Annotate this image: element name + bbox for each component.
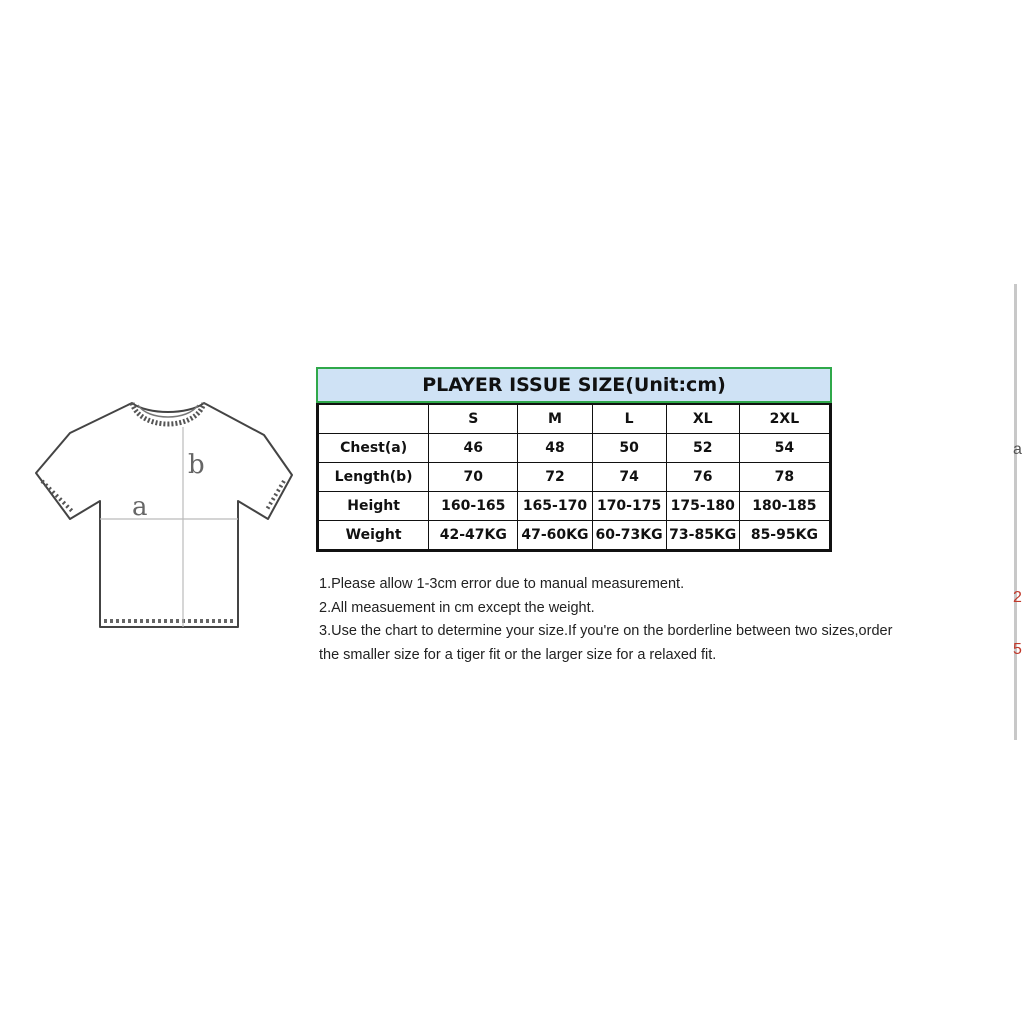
size-cell: 47-60KG (518, 521, 592, 550)
right-edge-strip (1014, 284, 1024, 740)
size-cell: 78 (739, 463, 829, 492)
size-notes (319, 573, 979, 667)
tshirt-diagram (28, 395, 296, 635)
size-cell: M (518, 404, 592, 434)
chart-title: PLAYER ISSUE SIZE(Unit:cm) (316, 367, 832, 403)
size-cell: 160-165 (429, 492, 518, 521)
size-cell: 165-170 (518, 492, 592, 521)
size-cell: 73-85KG (666, 521, 739, 550)
edge-text-fragment: a (1013, 441, 1022, 458)
table-row (319, 463, 830, 492)
size-table (318, 403, 830, 550)
size-cell: 54 (739, 434, 829, 463)
size-cell: 42-47KG (429, 521, 518, 550)
note-line: 3.Use the chart to determine your size.If you're on the borderline between two sizes,order (319, 623, 893, 639)
row-label-cell: Height (319, 492, 429, 521)
row-label-cell: Weight (319, 521, 429, 550)
label-a: a (132, 492, 148, 522)
size-cell: 70 (429, 463, 518, 492)
row-label-cell (319, 404, 429, 434)
size-cell: 74 (592, 463, 666, 492)
table-row (319, 434, 830, 463)
size-cell: 72 (518, 463, 592, 492)
size-cell: 48 (518, 434, 592, 463)
label-b: b (188, 450, 205, 480)
row-label-cell: Length(b) (319, 463, 429, 492)
size-chart (316, 367, 832, 552)
row-label-cell: Chest(a) (319, 434, 429, 463)
size-cell: 170-175 (592, 492, 666, 521)
size-cell: 60-73KG (592, 521, 666, 550)
note-line: 1.Please allow 1-3cm error due to manual measurement. (319, 576, 685, 592)
note-line: the smaller size for a tiger fit or the larger size for a relaxed fit. (319, 646, 717, 663)
table-header-row (319, 404, 830, 434)
size-cell: XL (666, 404, 739, 434)
size-cell: S (429, 404, 518, 434)
size-cell: 50 (592, 434, 666, 463)
size-cell: 2XL (739, 404, 829, 434)
tshirt-outline (36, 403, 292, 627)
edge-text-fragment: 5 (1013, 641, 1022, 658)
edge-text-fragment: 2 (1013, 589, 1022, 606)
note-line: 2.All measuement in cm except the weight. (319, 599, 595, 616)
size-cell: 175-180 (666, 492, 739, 521)
size-cell: 85-95KG (739, 521, 829, 550)
table-row (319, 521, 830, 550)
size-cell: L (592, 404, 666, 434)
size-cell: 52 (666, 434, 739, 463)
table-row (319, 492, 830, 521)
size-cell: 76 (666, 463, 739, 492)
size-cell: 46 (429, 434, 518, 463)
size-cell: 180-185 (739, 492, 829, 521)
